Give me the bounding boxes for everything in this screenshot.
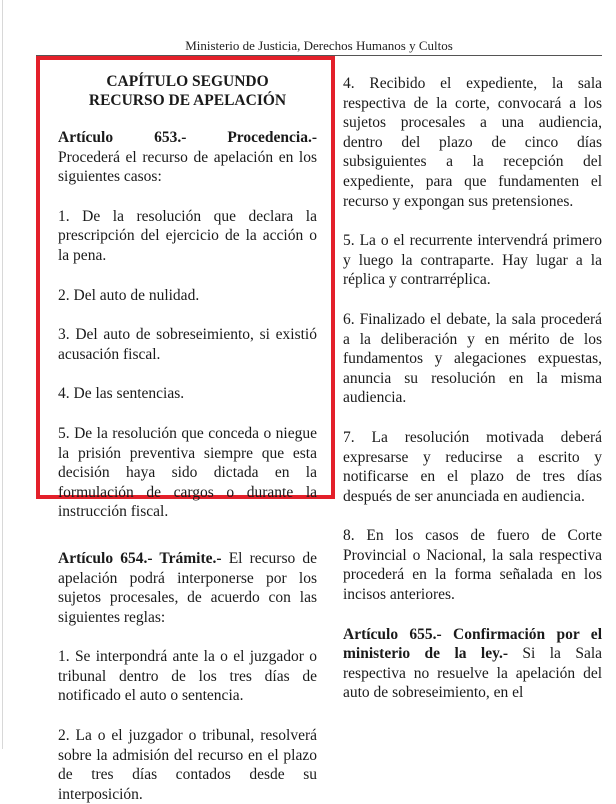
article-654-intro: El recurso de apelación podrá interponerse por los sujetos procesales, de acuerdo con las siguientes reglas: xyxy=(58,549,318,626)
article-654-label: Artículo 654.- Trámite.- xyxy=(58,549,222,567)
art654-item-8: 8. En los casos de fuero de Corte Provincial o Nacional, la sala respectiva procederá en la forma señalada en los incisos anteriores. xyxy=(343,527,602,604)
article-654 xyxy=(58,549,317,627)
art653-item-2: 2. Del auto de nulidad. xyxy=(58,286,200,304)
chapter-title: CAPÍTULO SEGUNDO xyxy=(106,73,269,90)
article-655-label: Artículo 655.- Confirmación por el ministerio de la ley.- xyxy=(343,625,602,663)
art654-item-2: 2. La o el juzgador o tribunal, resolverá sobre la admisión del recurso en el plazo de tres días contados desde su interposición. xyxy=(58,727,317,803)
chapter-subtitle: RECURSO DE APELACIÓN xyxy=(88,92,287,109)
article-655-text: Si la Sala respectiva no resuelve la apelación del auto de sobreseimiento, en el xyxy=(343,645,603,702)
left-column xyxy=(58,72,317,804)
art654-item-4: 4. Recibido el expediente, la sala respectiva de la corte, convocará a los sujetos procesales a una audiencia, dentro del plazo de cinco días subsiguientes a la recepción del expediente, para que fundamenten el recurso y expongan sus pretensiones. xyxy=(343,75,602,210)
art654-item-7: 7. La resolución motivada deberá expresarse y reducirse a escrito y notificarse en el plazo de tres días después de ser anunciada en audiencia. xyxy=(343,428,602,505)
art653-item-3: 3. Del auto de sobreseimiento, si existió acusación fiscal. xyxy=(58,326,317,363)
page-edge-line xyxy=(2,0,3,749)
article-653-intro: Procederá el recurso de apelación en los siguientes casos: xyxy=(58,148,317,186)
art653-item-5: 5. De la resolución que conceda o niegue la prisión preventiva siempre que esta decisión haya sido dictada en la formulación de cargos o durante la instrucción fiscal. xyxy=(58,424,317,521)
article-653-label: Artículo 653.- Procedencia.- xyxy=(58,129,317,146)
art654-item-5: 5. La o el recurrente intervendrá primero y luego la contraparte. Hay lugar a la réplica y contrarréplica. xyxy=(343,232,602,289)
art654-item-6: 6. Finalizado el debate, la sala procederá a la deliberación y en mérito de los fundamentos y alegaciones expuestas, anuncia su resolución en la misma audiencia. xyxy=(343,310,602,407)
art653-item-1: 1. De la resolución que declara la prescripción del ejercicio de la acción o la pena. xyxy=(58,207,317,264)
chapter-heading xyxy=(58,72,317,110)
article-655 xyxy=(343,625,602,703)
art654-item-1: 1. Se interpondrá ante la o el juzgador o tribunal dentro de los tres días de notificado el auto o sentencia. xyxy=(58,648,317,705)
article-653 xyxy=(58,128,317,187)
art653-item-4: 4. De las sentencias. xyxy=(58,385,185,403)
right-column xyxy=(343,74,602,703)
running-head: Ministerio de Justicia, Derechos Humanos y Cultos xyxy=(185,38,453,53)
